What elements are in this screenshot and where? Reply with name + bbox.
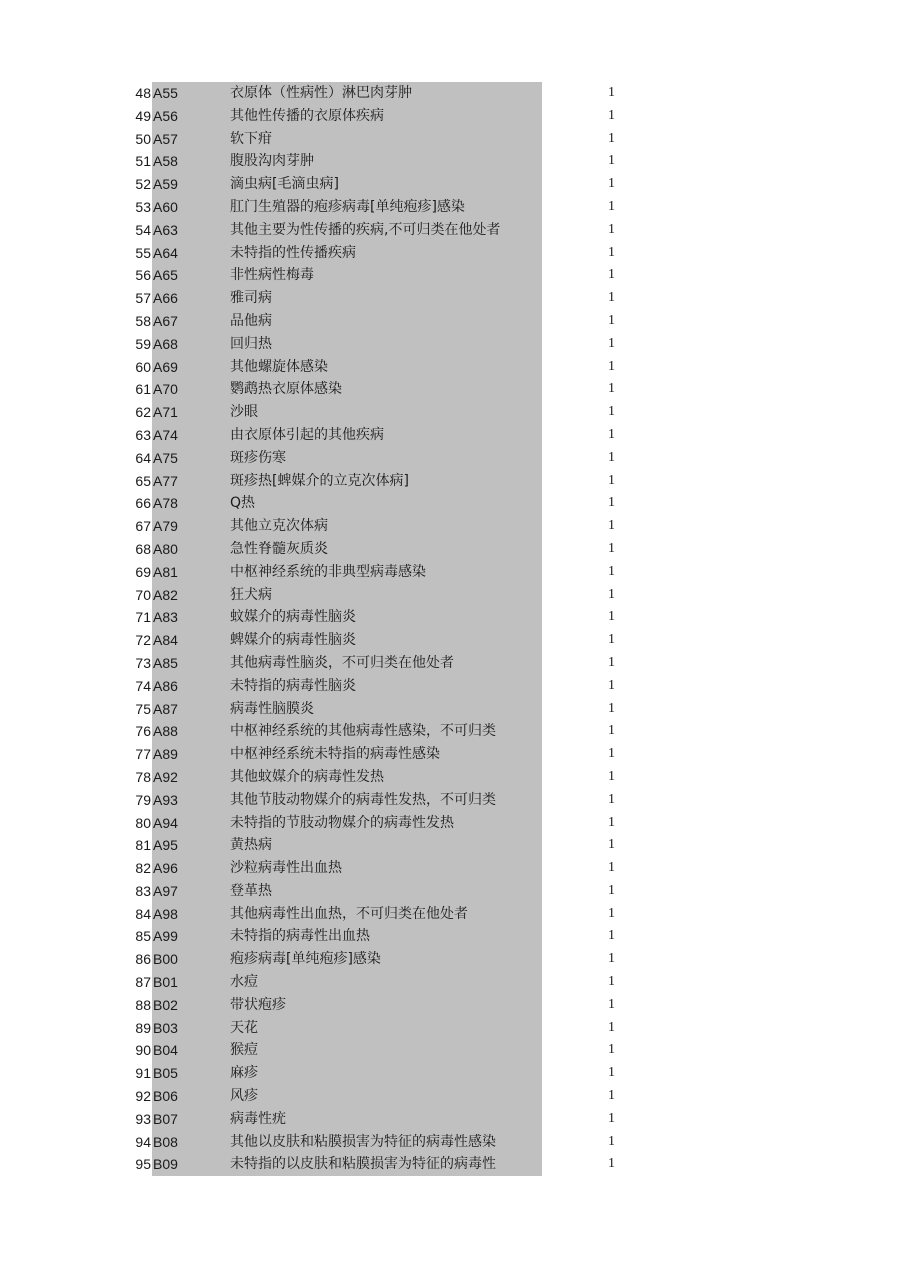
row-number-cell[interactable]: 59 <box>135 335 151 352</box>
icd-code-cell[interactable]: A96 <box>153 860 178 877</box>
disease-name-cell[interactable]: 衣原体（性病性）淋巴肉芽肿 <box>230 85 412 101</box>
count-cell[interactable]: 1 <box>608 928 615 944</box>
table-row[interactable] <box>0 743 905 766</box>
count-cell[interactable]: 1 <box>608 632 615 648</box>
icd-code-cell[interactable]: A85 <box>153 654 178 671</box>
row-number-cell[interactable]: 92 <box>135 1088 151 1105</box>
table-row[interactable] <box>0 150 905 173</box>
row-number-cell[interactable]: 55 <box>135 244 151 261</box>
disease-name-cell[interactable]: 滴虫病[毛滴虫病] <box>230 176 339 193</box>
row-number-cell[interactable]: 57 <box>135 290 151 307</box>
count-cell[interactable]: 1 <box>608 586 615 602</box>
row-number-cell[interactable]: 53 <box>135 198 151 215</box>
row-number-cell[interactable]: 66 <box>135 495 151 512</box>
count-cell[interactable]: 1 <box>608 198 615 214</box>
count-cell[interactable]: 1 <box>608 1156 615 1172</box>
table-row[interactable] <box>0 424 905 447</box>
disease-name-cell[interactable]: 未特指的病毒性出血热 <box>230 928 370 945</box>
row-number-cell[interactable]: 54 <box>135 221 151 238</box>
icd-code-cell[interactable]: A66 <box>153 290 178 307</box>
disease-name-cell[interactable]: 蚊媒介的病毒性脑炎 <box>230 609 356 626</box>
icd-code-cell[interactable]: A81 <box>153 563 178 580</box>
icd-code-cell[interactable]: A77 <box>153 472 178 489</box>
row-number-cell[interactable]: 89 <box>135 1019 151 1036</box>
table-row[interactable] <box>0 1108 905 1131</box>
count-cell[interactable]: 1 <box>608 518 615 534</box>
table-row[interactable] <box>0 333 905 356</box>
table-row[interactable] <box>0 1153 905 1176</box>
table-row[interactable] <box>0 789 905 812</box>
disease-name-cell[interactable]: 中枢神经系统的非典型病毒感染 <box>230 563 426 580</box>
table-row[interactable] <box>0 606 905 629</box>
count-cell[interactable]: 1 <box>608 290 615 306</box>
disease-name-cell[interactable]: 天花 <box>230 1019 258 1036</box>
count-cell[interactable]: 1 <box>608 1088 615 1104</box>
count-cell[interactable]: 1 <box>608 107 615 123</box>
count-cell[interactable]: 1 <box>608 495 615 511</box>
count-cell[interactable]: 1 <box>608 267 615 283</box>
row-number-cell[interactable]: 52 <box>135 176 151 193</box>
disease-name-cell[interactable]: 其他病毒性脑炎，不可归类在他处者 <box>230 654 454 671</box>
row-number-cell[interactable]: 91 <box>135 1065 151 1082</box>
table-row[interactable] <box>0 652 905 675</box>
row-number-cell[interactable]: 83 <box>135 882 151 899</box>
table-row[interactable] <box>0 378 905 401</box>
icd-code-cell[interactable]: A67 <box>153 312 178 329</box>
table-row[interactable] <box>0 287 905 310</box>
row-number-cell[interactable]: 87 <box>135 974 151 991</box>
disease-name-cell[interactable]: 斑疹伤寒 <box>230 449 286 466</box>
row-number-cell[interactable]: 62 <box>135 404 151 421</box>
icd-code-cell[interactable]: B04 <box>153 1042 178 1059</box>
icd-code-cell[interactable]: B05 <box>153 1065 178 1082</box>
table-row[interactable] <box>0 470 905 493</box>
table-row[interactable] <box>0 948 905 971</box>
row-number-cell[interactable]: 88 <box>135 996 151 1013</box>
icd-code-cell[interactable]: A59 <box>153 176 178 193</box>
row-number-cell[interactable]: 90 <box>135 1042 151 1059</box>
table-row[interactable] <box>0 994 905 1017</box>
disease-name-cell[interactable]: 其他节肢动物媒介的病毒性发热，不可归类 <box>230 791 496 808</box>
count-cell[interactable]: 1 <box>608 768 615 784</box>
count-cell[interactable]: 1 <box>608 837 615 853</box>
icd-code-cell[interactable]: B08 <box>153 1133 178 1150</box>
disease-name-cell[interactable]: 麻疹 <box>230 1065 258 1082</box>
icd-code-cell[interactable]: A79 <box>153 518 178 535</box>
count-cell[interactable]: 1 <box>608 472 615 488</box>
disease-name-cell[interactable]: 其他性传播的衣原体疾病 <box>230 107 384 124</box>
count-cell[interactable]: 1 <box>608 540 615 556</box>
count-cell[interactable]: 1 <box>608 677 615 693</box>
disease-name-cell[interactable]: 未特指的性传播疾病 <box>230 244 356 261</box>
disease-name-cell[interactable]: 未特指的以皮肤和粘膜损害为特征的病毒性 <box>230 1156 496 1173</box>
disease-name-cell[interactable]: 其他螺旋体感染 <box>230 358 328 375</box>
count-cell[interactable]: 1 <box>608 723 615 739</box>
count-cell[interactable]: 1 <box>608 860 615 876</box>
disease-name-cell[interactable]: 肛门生殖器的疱疹病毒[单纯疱疹]感染 <box>230 198 465 215</box>
icd-code-cell[interactable]: B09 <box>153 1156 178 1173</box>
row-number-cell[interactable]: 95 <box>135 1156 151 1173</box>
table-row[interactable] <box>0 538 905 561</box>
disease-name-cell[interactable]: 中枢神经系统未特指的病毒性感染 <box>230 746 440 763</box>
table-row[interactable] <box>0 447 905 470</box>
row-number-cell[interactable]: 67 <box>135 518 151 535</box>
count-cell[interactable]: 1 <box>608 563 615 579</box>
count-cell[interactable]: 1 <box>608 358 615 374</box>
count-cell[interactable]: 1 <box>608 654 615 670</box>
icd-code-cell[interactable]: A94 <box>153 814 178 831</box>
disease-name-cell[interactable]: 未特指的节肢动物媒介的病毒性发热 <box>230 814 454 831</box>
table-row[interactable] <box>0 1085 905 1108</box>
count-cell[interactable]: 1 <box>608 791 615 807</box>
count-cell[interactable]: 1 <box>608 404 615 420</box>
row-number-cell[interactable]: 64 <box>135 449 151 466</box>
row-number-cell[interactable]: 84 <box>135 905 151 922</box>
disease-name-cell[interactable]: 其他病毒性出血热，不可归类在他处者 <box>230 905 468 922</box>
table-row[interactable] <box>0 629 905 652</box>
row-number-cell[interactable]: 93 <box>135 1110 151 1127</box>
table-row[interactable] <box>0 401 905 424</box>
count-cell[interactable]: 1 <box>608 746 615 762</box>
table-row[interactable] <box>0 720 905 743</box>
table-row[interactable] <box>0 834 905 857</box>
icd-code-cell[interactable]: A63 <box>153 221 178 238</box>
disease-name-cell[interactable]: 疱疹病毒[单纯疱疹]感染 <box>230 951 381 968</box>
disease-name-cell[interactable]: 黄热病 <box>230 837 272 854</box>
table-row[interactable] <box>0 903 905 926</box>
icd-code-cell[interactable]: A88 <box>153 723 178 740</box>
count-cell[interactable]: 1 <box>608 85 615 100</box>
row-number-cell[interactable]: 81 <box>135 837 151 854</box>
count-cell[interactable]: 1 <box>608 221 615 237</box>
icd-code-cell[interactable]: B03 <box>153 1019 178 1036</box>
icd-code-cell[interactable]: A87 <box>153 700 178 717</box>
icd-code-cell[interactable]: A56 <box>153 107 178 124</box>
row-number-cell[interactable]: 94 <box>135 1133 151 1150</box>
disease-name-cell[interactable]: 斑疹热[蜱媒介的立克次体病] <box>230 472 409 489</box>
table-row[interactable] <box>0 675 905 698</box>
icd-code-cell[interactable]: A57 <box>153 130 178 147</box>
icd-code-cell[interactable]: A95 <box>153 837 178 854</box>
table-row[interactable] <box>0 1017 905 1040</box>
disease-name-cell[interactable]: 其他立克次体病 <box>230 518 328 535</box>
row-number-cell[interactable]: 75 <box>135 700 151 717</box>
row-number-cell[interactable]: 74 <box>135 677 151 694</box>
icd-code-cell[interactable]: A78 <box>153 495 178 512</box>
disease-code-table <box>0 82 905 1176</box>
icd-code-cell[interactable]: A99 <box>153 928 178 945</box>
icd-code-cell[interactable]: A58 <box>153 153 178 170</box>
icd-code-cell[interactable]: B00 <box>153 951 178 968</box>
row-number-cell[interactable]: 82 <box>135 860 151 877</box>
disease-name-cell[interactable]: 其他蚊媒介的病毒性发热 <box>230 768 384 785</box>
row-number-cell[interactable]: 77 <box>135 746 151 763</box>
icd-code-cell[interactable]: A80 <box>153 540 178 557</box>
icd-code-cell[interactable]: A98 <box>153 905 178 922</box>
disease-name-cell[interactable]: 回归热 <box>230 335 272 352</box>
disease-name-cell[interactable]: 急性脊髓灰质炎 <box>230 540 328 557</box>
disease-name-cell[interactable]: 品他病 <box>230 312 272 329</box>
table-row[interactable] <box>0 1131 905 1154</box>
count-cell[interactable]: 1 <box>608 1133 615 1149</box>
icd-code-cell[interactable]: A89 <box>153 746 178 763</box>
disease-name-cell[interactable]: 腹股沟肉芽肿 <box>230 153 314 170</box>
disease-name-cell[interactable]: 雅司病 <box>230 290 272 307</box>
icd-code-cell[interactable]: B01 <box>153 974 178 991</box>
disease-name-cell[interactable]: 登革热 <box>230 882 272 899</box>
icd-code-cell[interactable]: A86 <box>153 677 178 694</box>
table-row[interactable] <box>0 492 905 515</box>
count-cell[interactable]: 1 <box>608 176 615 192</box>
row-number-cell[interactable]: 61 <box>135 381 151 398</box>
row-number-cell[interactable]: 49 <box>135 107 151 124</box>
row-number-cell[interactable]: 85 <box>135 928 151 945</box>
disease-name-cell[interactable]: 病毒性脑膜炎 <box>230 700 314 717</box>
row-number-cell[interactable]: 63 <box>135 426 151 443</box>
row-number-cell[interactable]: 48 <box>135 85 151 101</box>
table-row[interactable] <box>0 971 905 994</box>
count-cell[interactable]: 1 <box>608 1019 615 1035</box>
disease-name-cell[interactable]: 由衣原体引起的其他疾病 <box>230 426 384 443</box>
count-cell[interactable]: 1 <box>608 130 615 146</box>
icd-code-cell[interactable]: A71 <box>153 404 178 421</box>
icd-code-cell[interactable]: A82 <box>153 586 178 603</box>
count-cell[interactable]: 1 <box>608 449 615 465</box>
icd-code-cell[interactable]: B06 <box>153 1088 178 1105</box>
icd-code-cell[interactable]: B02 <box>153 996 178 1013</box>
row-number-cell[interactable]: 58 <box>135 312 151 329</box>
row-number-cell[interactable]: 78 <box>135 768 151 785</box>
icd-code-cell[interactable]: A70 <box>153 381 178 398</box>
row-number-cell[interactable]: 50 <box>135 130 151 147</box>
count-cell[interactable]: 1 <box>608 905 615 921</box>
icd-code-cell[interactable]: A97 <box>153 882 178 899</box>
table-row[interactable] <box>0 264 905 287</box>
table-row[interactable] <box>0 698 905 721</box>
icd-code-cell[interactable]: B07 <box>153 1110 178 1127</box>
count-cell[interactable]: 1 <box>608 1065 615 1081</box>
row-number-cell[interactable]: 70 <box>135 586 151 603</box>
count-cell[interactable]: 1 <box>608 814 615 830</box>
disease-name-cell[interactable]: 风疹 <box>230 1088 258 1105</box>
count-cell[interactable]: 1 <box>608 974 615 990</box>
count-cell[interactable]: 1 <box>608 951 615 967</box>
count-cell[interactable]: 1 <box>608 335 615 351</box>
disease-name-cell[interactable]: 沙眼 <box>230 404 258 421</box>
count-cell[interactable]: 1 <box>608 312 615 328</box>
count-cell[interactable]: 1 <box>608 381 615 397</box>
disease-name-cell[interactable]: 狂犬病 <box>230 586 272 603</box>
disease-name-cell[interactable]: 中枢神经系统的其他病毒性感染，不可归类 <box>230 723 496 740</box>
table-row[interactable] <box>0 128 905 151</box>
row-number-cell[interactable]: 72 <box>135 632 151 649</box>
icd-code-cell[interactable]: A83 <box>153 609 178 626</box>
row-number-cell[interactable]: 73 <box>135 654 151 671</box>
disease-name-cell[interactable]: 带状疱疹 <box>230 996 286 1013</box>
count-cell[interactable]: 1 <box>608 244 615 260</box>
table-row[interactable] <box>0 812 905 835</box>
table-row[interactable] <box>0 515 905 538</box>
row-number-cell[interactable]: 69 <box>135 563 151 580</box>
table-row[interactable] <box>0 1062 905 1085</box>
table-row[interactable] <box>0 857 905 880</box>
disease-name-cell[interactable]: 未特指的病毒性脑炎 <box>230 677 356 694</box>
row-number-cell[interactable]: 86 <box>135 951 151 968</box>
table-row[interactable] <box>0 82 905 105</box>
table-row[interactable] <box>0 880 905 903</box>
icd-code-cell[interactable]: A55 <box>153 85 178 101</box>
disease-name-cell[interactable]: Q热 <box>230 495 256 512</box>
disease-name-cell[interactable]: 其他主要为性传播的疾病,不可归类在他处者 <box>230 221 501 238</box>
row-number-cell[interactable]: 60 <box>135 358 151 375</box>
disease-name-cell[interactable]: 病毒性疣 <box>230 1110 286 1127</box>
table-row[interactable] <box>0 1039 905 1062</box>
table-row[interactable] <box>0 561 905 584</box>
row-number-cell[interactable]: 71 <box>135 609 151 626</box>
disease-name-cell[interactable]: 水痘 <box>230 974 258 991</box>
row-number-cell[interactable]: 65 <box>135 472 151 489</box>
row-number-cell[interactable]: 76 <box>135 723 151 740</box>
row-number-cell[interactable]: 79 <box>135 791 151 808</box>
table-row[interactable] <box>0 310 905 333</box>
table-row[interactable] <box>0 196 905 219</box>
disease-name-cell[interactable]: 蜱媒介的病毒性脑炎 <box>230 632 356 649</box>
disease-name-cell[interactable]: 沙粒病毒性出血热 <box>230 860 342 877</box>
icd-code-cell[interactable]: A84 <box>153 632 178 649</box>
count-cell[interactable]: 1 <box>608 426 615 442</box>
count-cell[interactable]: 1 <box>608 153 615 169</box>
table-row[interactable] <box>0 173 905 196</box>
icd-code-cell[interactable]: A65 <box>153 267 178 284</box>
count-cell[interactable]: 1 <box>608 882 615 898</box>
table-row[interactable] <box>0 219 905 242</box>
icd-code-cell[interactable]: A64 <box>153 244 178 261</box>
icd-code-cell[interactable]: A74 <box>153 426 178 443</box>
table-row[interactable] <box>0 925 905 948</box>
disease-name-cell[interactable]: 非性病性梅毒 <box>230 267 314 284</box>
table-row[interactable] <box>0 242 905 265</box>
table-row[interactable] <box>0 766 905 789</box>
disease-name-cell[interactable]: 软下疳 <box>230 130 272 147</box>
disease-name-cell[interactable]: 其他以皮肤和粘膜损害为特征的病毒性感染 <box>230 1133 496 1150</box>
count-cell[interactable]: 1 <box>608 700 615 716</box>
disease-name-cell[interactable]: 猴痘 <box>230 1042 258 1059</box>
disease-name-cell[interactable]: 鹦鹉热衣原体感染 <box>230 381 342 398</box>
row-number-cell[interactable]: 56 <box>135 267 151 284</box>
table-row[interactable] <box>0 584 905 607</box>
icd-code-cell[interactable]: A68 <box>153 335 178 352</box>
row-number-cell[interactable]: 80 <box>135 814 151 831</box>
icd-code-cell[interactable]: A75 <box>153 449 178 466</box>
row-number-cell[interactable]: 68 <box>135 540 151 557</box>
count-cell[interactable]: 1 <box>608 609 615 625</box>
row-number-cell[interactable]: 51 <box>135 153 151 170</box>
table-row[interactable] <box>0 105 905 128</box>
icd-code-cell[interactable]: A60 <box>153 198 178 215</box>
count-cell[interactable]: 1 <box>608 996 615 1012</box>
count-cell[interactable]: 1 <box>608 1042 615 1058</box>
icd-code-cell[interactable]: A93 <box>153 791 178 808</box>
table-row[interactable] <box>0 356 905 379</box>
icd-code-cell[interactable]: A92 <box>153 768 178 785</box>
count-cell[interactable]: 1 <box>608 1110 615 1126</box>
icd-code-cell[interactable]: A69 <box>153 358 178 375</box>
